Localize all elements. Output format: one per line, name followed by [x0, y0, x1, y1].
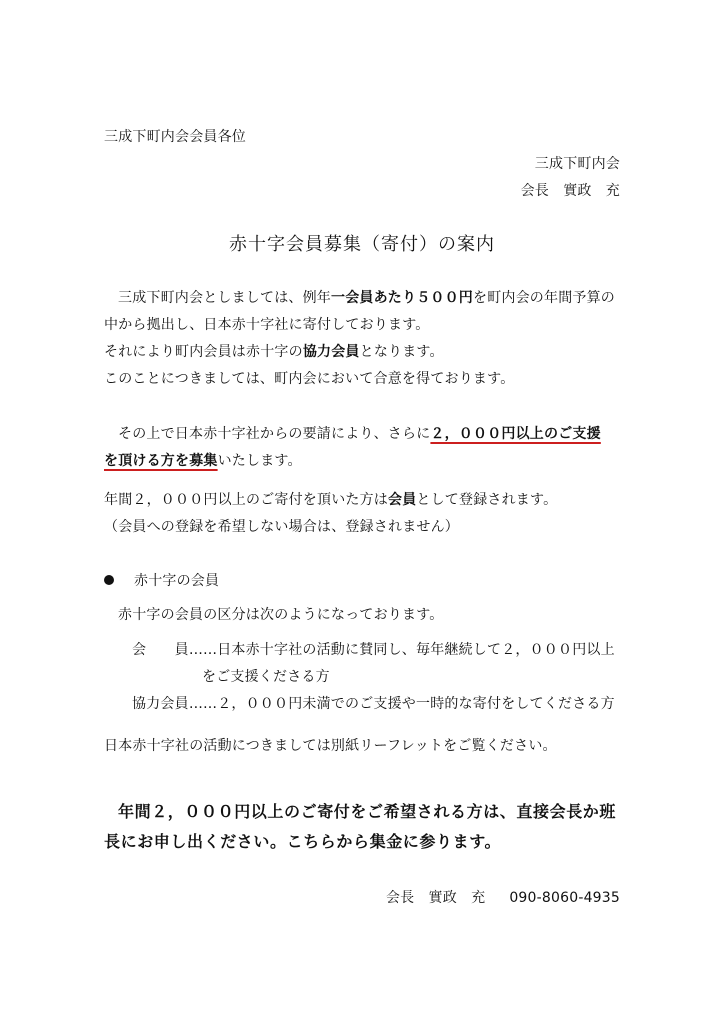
para1-line3: [104, 343, 444, 361]
para1-line1: [118, 289, 615, 307]
coop-member-description: ……２，０００円未満でのご支援や一時的な寄付をしてくださる方: [188, 696, 615, 712]
para1-line3-emphasis: 協力会員: [302, 344, 360, 360]
coop-member-label: 協力会員: [132, 696, 189, 712]
para3-line1-emphasis: 会員: [388, 492, 417, 508]
member-label: 会 員: [132, 642, 189, 658]
closing-line1: 年間２，０００円以上のご寄付をご希望される方は、直接会長か班: [118, 802, 617, 821]
bullet-icon: [104, 575, 114, 585]
para2-line1-a: その上で日本赤十字社からの要請により、さらに: [118, 426, 431, 442]
member-definition-line1: [132, 641, 615, 659]
para2-line2: [104, 452, 302, 470]
section-heading-text: 赤十字の会員: [134, 573, 220, 589]
para1-line1-a: 三成下町内会としましては、例年: [118, 290, 331, 306]
para1-line1-emphasis: 一会員あたり５００円: [331, 290, 473, 306]
addressee: 三成下町内会会員各位: [104, 129, 246, 145]
closing-line2: 長にお申し出ください。こちらから集金に参ります。: [104, 832, 502, 851]
para1-line3-a: それにより町内会員は赤十字の: [104, 344, 303, 360]
para2-line2-highlight: を頂ける方を募集: [104, 453, 218, 469]
leaflet-note: 日本赤十字社の活動につきましては別紙リーフレットをご覧ください。: [104, 738, 557, 754]
para3-line1-a: 年間２，０００円以上のご寄付を頂いた方は: [104, 492, 388, 508]
contact-name: 会長 實政 充: [385, 890, 486, 906]
para1-line1-c: を町内会の年間予算の: [473, 290, 615, 306]
coop-member-definition: [132, 695, 615, 713]
contact-phone: 090-8060-4935: [509, 890, 620, 906]
para2-line1-highlight: ２，０００円以上のご支援: [430, 426, 601, 442]
para1-line2: 中から拠出し、日本赤十字社に寄付しております。: [104, 317, 430, 333]
page-title: 赤十字会員募集（寄付）の案内: [229, 234, 495, 255]
para1-line3-c: となります。: [359, 344, 444, 360]
member-definition-line2: をご支援くださる方: [202, 669, 330, 685]
section-heading: [104, 572, 219, 590]
para3-line1: [104, 491, 557, 509]
sender-chair: 会長 實政 充: [520, 183, 620, 199]
para3-line1-c: として登録されます。: [416, 492, 558, 508]
para1-line4: このことにつきましては、町内会において合意を得ております。: [104, 371, 515, 387]
sender-org: 三成下町内会: [534, 156, 620, 172]
contact-line: [386, 889, 620, 907]
para2-line2-b: いたします。: [217, 453, 302, 469]
section-intro: 赤十字の会員の区分は次のようになっております。: [118, 607, 444, 623]
para2-line1: [118, 425, 601, 443]
member-description: ……日本赤十字社の活動に賛同し、毎年継続して２，０００円以上: [188, 642, 615, 658]
para3-line2: （会員への登録を希望しない場合は、登録されません）: [104, 519, 459, 535]
